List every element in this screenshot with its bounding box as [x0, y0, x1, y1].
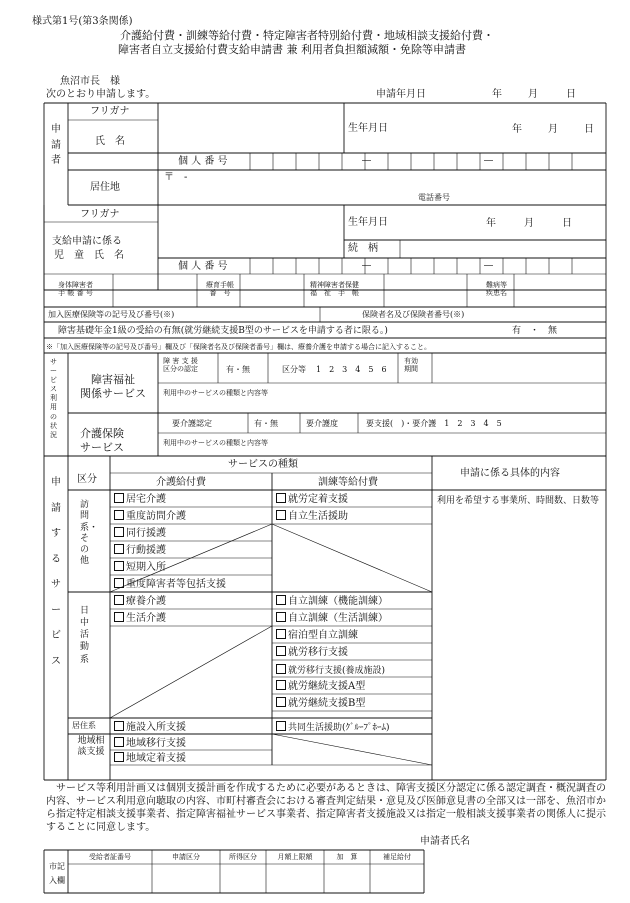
checkbox[interactable]	[114, 527, 124, 537]
checkbox[interactable]	[276, 612, 286, 622]
apply-date-day: 日	[566, 89, 576, 100]
applicant-kojin-bango-label: 個 人 番 号	[178, 156, 228, 167]
service-item-kodo[interactable]: 行動援護	[114, 544, 266, 557]
applicant-section-label: 申請者	[51, 124, 61, 166]
office-col-hosoku: 補足給付	[383, 853, 411, 861]
service-item-iko-yosei[interactable]: 就労移行支援(養成施設)	[276, 664, 385, 676]
office-col-jogen: 月額上限額	[277, 853, 313, 861]
office-col-shinsei: 申請区分	[172, 853, 200, 861]
shintai-techo-label: 身体障害者 手 帳 番 号	[58, 281, 93, 298]
service-item-shukuhaku[interactable]: 宿泊型自立訓練	[276, 629, 358, 642]
form-title-line2: 障害者自立支援給付費支給申請書 兼 利用者負担額減額・免除等申請書	[118, 43, 466, 56]
group-chiiki-label: 地域相談支援	[77, 736, 105, 758]
nanbyo-label: 難病等 疾患名	[486, 281, 507, 298]
applicant-number-dash-1: ―	[362, 156, 371, 166]
applicant-furigana-label: フリガナ	[90, 106, 130, 117]
yokaigo-do-label: 要介護度	[306, 419, 338, 428]
group-nicchu-label: 日中活動系	[80, 606, 90, 665]
kubun-label: 区分等	[282, 365, 306, 374]
applicant-number-dash-2: ―	[484, 156, 493, 166]
usage-side-label: サービス利用の状況	[50, 358, 57, 439]
service-item-chiiki-iko[interactable]: 地域移行支援	[114, 737, 186, 750]
signature-label: 申請者氏名	[420, 836, 470, 847]
checkbox[interactable]	[114, 612, 124, 622]
applicant-phone-label: 電話番号	[418, 193, 450, 202]
pension-label: 障害基礎年金1級の受給の有無(就労継続支援B型のサービスを申請する者に限る。)	[58, 326, 388, 336]
child-number-dash-1: ―	[362, 261, 371, 271]
child-relation-label: 続 柄	[348, 243, 378, 254]
checkbox[interactable]	[114, 544, 124, 554]
office-use-label: 市記入欄	[49, 862, 65, 886]
service-item-seikatsu-kaigo[interactable]: 生活介護	[114, 612, 166, 625]
checkbox[interactable]	[276, 629, 286, 639]
checkbox[interactable]	[276, 595, 286, 605]
content-text: 利用を希望する事業所、時間数、日数等	[437, 496, 600, 506]
service-item-kino-kunren[interactable]: 自立訓練（機能訓練）	[276, 595, 388, 608]
checkbox[interactable]	[114, 721, 124, 731]
shien-kubun-umu: 有・無	[226, 365, 250, 374]
child-name-label-2: 児 童 氏 名	[54, 250, 124, 261]
service-item-kyodo-seikatsu[interactable]: 共同生活援助(ｸﾞﾙｰﾌﾟﾎｰﾑ)	[276, 721, 390, 733]
insurance-note: ※「加入医療保険等の記号及び番号」欄及び「保険者名及び保険者番号」欄は、療養介護を申請する場合に記入すること。	[46, 343, 431, 351]
service-item-teichaku[interactable]: 就労定着支援	[276, 493, 348, 506]
seishin-techo-label: 精神障害者保健 福 祉 手 帳	[310, 281, 359, 298]
checkbox[interactable]	[276, 664, 286, 674]
service-item-seikatsu-kunren[interactable]: 自立訓練（生活訓練）	[276, 612, 388, 625]
kaigo-service-label: 介護保険 サービス	[80, 427, 124, 455]
applicant-address-label: 居住地	[90, 182, 120, 193]
checkbox[interactable]	[276, 680, 286, 690]
service-item-shisetsu[interactable]: 施設入所支援	[114, 721, 186, 734]
shien-kubun-label: 障 害 支 援 区分の認定	[163, 357, 198, 374]
checkbox[interactable]	[276, 697, 286, 707]
kaigo-detail-label: 利用中のサービスの種類と内容等	[163, 439, 268, 447]
checkbox[interactable]	[276, 646, 286, 656]
applicant-birth-day: 日	[584, 124, 594, 135]
kaigo-kyufu-header: 介護給付費	[156, 477, 206, 488]
checkbox[interactable]	[114, 737, 124, 747]
ryoiku-techo-label: 療育手帳 番 号	[206, 281, 234, 298]
applicant-birth-month: 月	[548, 124, 558, 135]
child-birth-label: 生年月日	[348, 217, 388, 228]
consent-text: サービス等利用計画又は個別支援計画を作成するために必要があるときは、障害支援区分認定に係る認定調査・概況調査の内容、サービス利用意向聴取の内容、市町村審査会における審査判定結果・意見及び医師意見書の全部又は一部を、魚沼市から指定特定相談支援事業者、指定障害福祉サービス事業者、指定障害者支援施設又は指定一般相談支援事業者の関係人に提示することに同意します。	[46, 783, 606, 833]
checkbox[interactable]	[114, 561, 124, 571]
yokaigo-umu: 有・無	[254, 419, 278, 428]
yuko-kikan-label: 有効 期間	[404, 357, 418, 374]
service-item-jiritsu-seikatsu[interactable]: 自立生活援助	[276, 510, 348, 523]
yokaigo-nintei-label: 要介護認定	[172, 419, 212, 428]
services-side-label: 申請するサービス	[51, 477, 61, 667]
addressee: 魚沼市長 様	[60, 76, 120, 87]
services-kubun-header: 区分	[77, 474, 97, 485]
applicant-postal-mark: 〒 -	[164, 172, 188, 183]
service-item-keizoku-a[interactable]: 就労継続支援A型	[276, 680, 365, 693]
checkbox[interactable]	[114, 578, 124, 588]
child-birth-year: 年	[486, 218, 496, 229]
child-birth-month: 月	[524, 218, 534, 229]
welfare-detail-label: 利用中のサービスの種類と内容等	[163, 389, 268, 397]
checkbox[interactable]	[114, 595, 124, 605]
office-col-kasan: 加 算	[336, 853, 358, 861]
welfare-service-label: 障害福祉 関係サービス	[80, 373, 146, 401]
service-item-iko[interactable]: 就労移行支援	[276, 646, 348, 659]
service-item-judo-houmon[interactable]: 重度訪問介護	[114, 510, 266, 523]
yokaigo-levels: 要支援( )・要介護 1 2 3 4 5	[366, 419, 502, 428]
apply-date-label: 申請年月日	[376, 89, 426, 100]
content-header: 申請に係る具体的内容	[460, 468, 560, 479]
service-item-ryoyo[interactable]: 療養介護	[114, 595, 166, 608]
applicant-birth-year: 年	[512, 124, 522, 135]
group-kyoju-label: 居住系	[72, 721, 96, 730]
checkbox[interactable]	[276, 721, 286, 731]
services-kind-header: サービスの種類	[228, 459, 298, 470]
checkbox[interactable]	[276, 510, 286, 520]
child-furigana-label: フリガナ	[80, 209, 120, 220]
intro-text: 次のとおり申請します。	[46, 89, 156, 100]
service-item-keizoku-b[interactable]: 就労継続支援B型	[276, 697, 365, 710]
child-number-dash-2: ―	[484, 261, 493, 271]
kubun-values: 1 2 3 4 5 6	[316, 365, 387, 374]
group-houmon-label: 訪問系・その他	[80, 500, 99, 567]
checkbox[interactable]	[114, 493, 124, 503]
office-col-jukyusha: 受給者証番号	[89, 853, 131, 861]
child-name-label-1: 支給申請に係る	[52, 236, 122, 247]
insurer-label: 保険者名及び保険者番号(※)	[362, 310, 465, 319]
service-item-kyotaku[interactable]: 居宅介護	[114, 493, 266, 506]
checkbox[interactable]	[114, 510, 124, 520]
apply-date-year: 年	[492, 89, 502, 100]
child-kojin-bango-label: 個 人 番 号	[178, 261, 228, 272]
checkbox[interactable]	[114, 752, 124, 762]
applicant-name-label: 氏 名	[95, 136, 125, 147]
service-item-chiiki-teichaku[interactable]: 地域定着支援	[114, 752, 186, 765]
form-number: 様式第1号(第3条関係)	[32, 16, 133, 27]
office-col-shotoku: 所得区分	[229, 853, 257, 861]
form-title-line1: 介護給付費・訓練等給付費・特定障害者特別給付費・地域相談支援給付費・	[120, 29, 494, 42]
applicant-birth-label: 生年月日	[348, 123, 388, 134]
service-item-hokatsu[interactable]: 重度障害者等包括支援	[114, 578, 266, 591]
child-birth-day: 日	[562, 218, 572, 229]
apply-date-month: 月	[528, 89, 538, 100]
checkbox[interactable]	[276, 493, 286, 503]
service-item-doko[interactable]: 同行援護	[114, 527, 266, 540]
pension-yes-no: 有 ・ 無	[512, 326, 558, 336]
medical-insurance-label: 加入医療保険等の記号及び番号(※)	[48, 310, 175, 319]
kunren-kyufu-header: 訓練等給付費	[318, 477, 378, 488]
service-item-tanki[interactable]: 短期入所	[114, 561, 266, 574]
